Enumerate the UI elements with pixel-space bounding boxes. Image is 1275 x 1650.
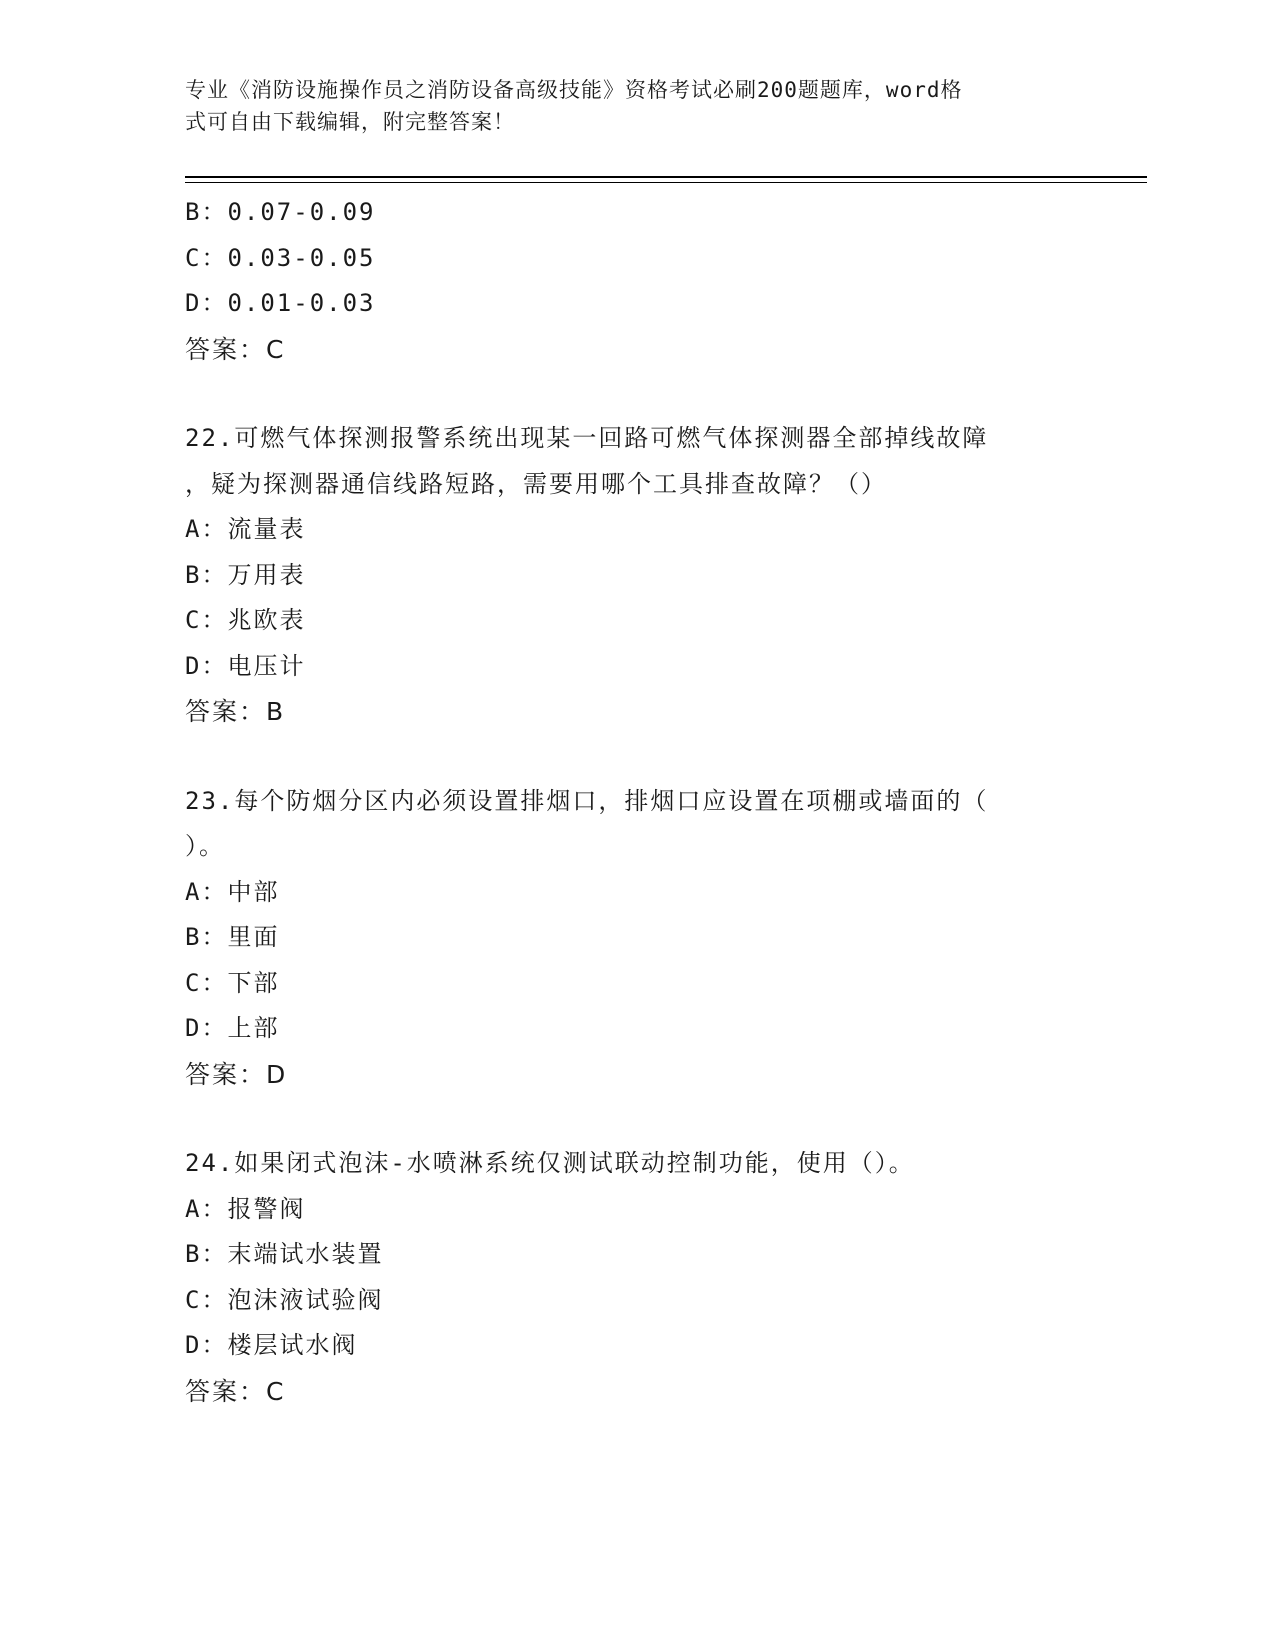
answer-line: 答案：D xyxy=(185,1059,288,1089)
header-divider-thin xyxy=(185,182,1147,183)
header-divider-thick xyxy=(185,176,1147,178)
option-d: D：楼层试水阀 xyxy=(185,1331,358,1359)
question-text-line: 23.每个防烟分区内必须设置排烟口，排烟口应设置在项棚或墙面的（ xyxy=(185,786,989,815)
option-a: A：中部 xyxy=(185,877,280,906)
answer-line: 答案：C xyxy=(185,1376,286,1406)
question-text xyxy=(185,416,1065,507)
option-d: D：上部 xyxy=(185,1014,280,1042)
question-23 xyxy=(185,779,1085,1098)
option-b: B：0.07-0.09 xyxy=(185,198,376,226)
option-a: A：流量表 xyxy=(185,515,306,543)
option-d: D：0.01-0.03 xyxy=(185,289,376,317)
header-line-2: 式可自由下载编辑，附完整答案！ xyxy=(185,110,515,134)
answer-line: 答案：B xyxy=(185,697,286,726)
document-header xyxy=(185,74,1065,138)
answer-line: 答案：C xyxy=(185,334,286,364)
header-line-1: 专业《消防设施操作员之消防设备高级技能》资格考试必刷200题题库，word格 xyxy=(185,78,963,102)
question-text-line: 24.如果闭式泡沫-水喷淋系统仅测试联动控制功能，使用（）。 xyxy=(185,1149,915,1177)
option-b: B：里面 xyxy=(185,923,280,951)
option-c: C：0.03-0.05 xyxy=(185,243,376,272)
question-text-line: 22.可燃气体探测报警系统出现某一回路可燃气体探测器全部掉线故障 xyxy=(185,424,989,452)
option-d: D：电压计 xyxy=(185,651,306,680)
question-22 xyxy=(185,416,1085,735)
question-text-line: ）。 xyxy=(185,832,225,860)
previous-question-tail xyxy=(185,190,1085,372)
option-a: A：报警阀 xyxy=(185,1194,306,1223)
option-c: C：泡沫液试验阀 xyxy=(185,1285,384,1314)
option-c: C：下部 xyxy=(185,968,280,997)
option-b: B：末端试水装置 xyxy=(185,1240,384,1268)
question-text-line: ，疑为探测器通信线路短路，需要用哪个工具排查故障？（） xyxy=(185,469,887,498)
question-text xyxy=(185,1141,1065,1187)
option-b: B：万用表 xyxy=(185,560,306,589)
question-list xyxy=(185,190,1085,1414)
option-c: C：兆欧表 xyxy=(185,606,306,634)
question-text xyxy=(185,779,1065,870)
question-24 xyxy=(185,1141,1085,1414)
